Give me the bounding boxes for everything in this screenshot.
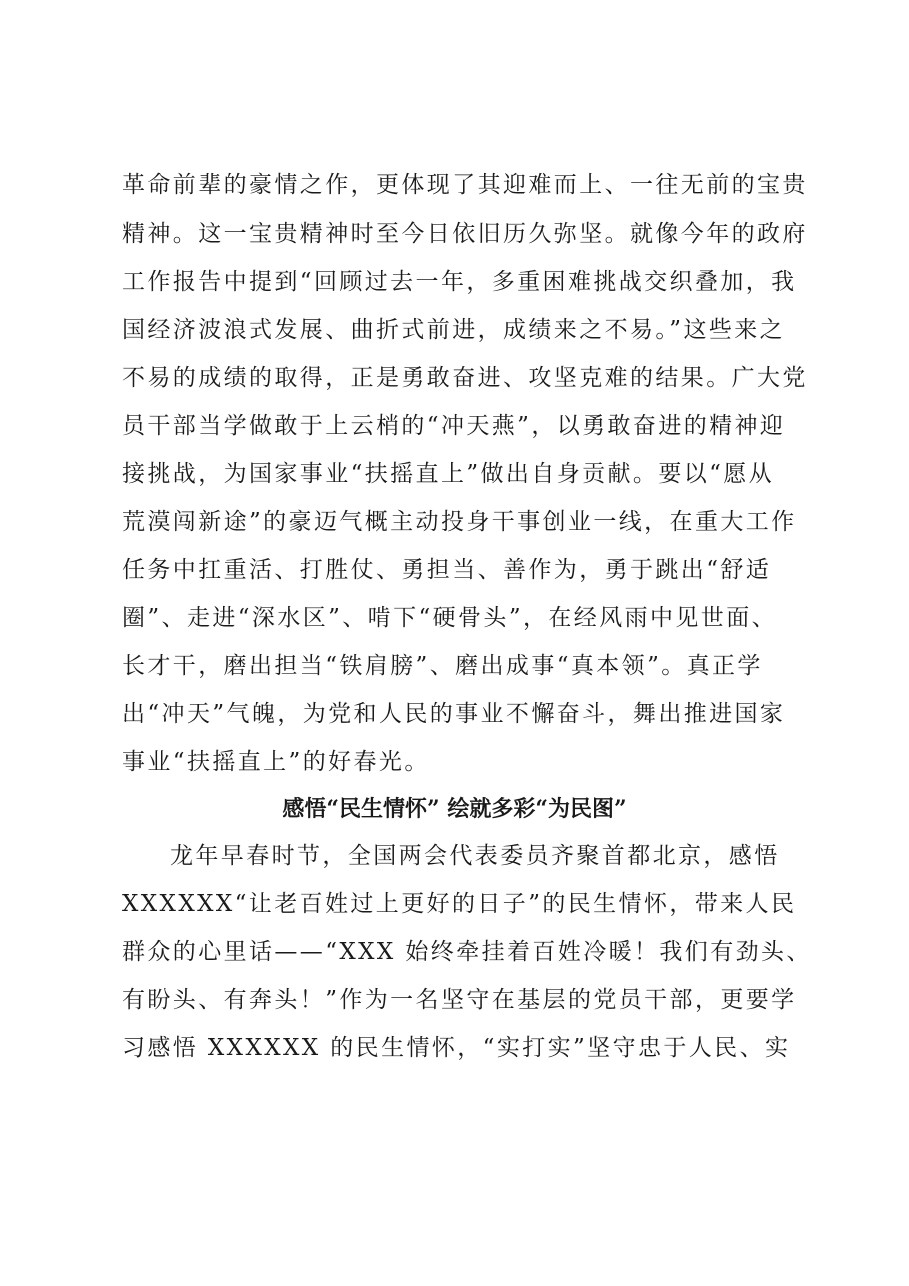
body-text-line: 龙年早春时节，全国两会代表委员齐聚首都北京，感悟 bbox=[170, 843, 780, 869]
body-text-line: 群众的心里话——“XXX 始终牵挂着百姓冷暖！我们有劲头、 bbox=[122, 939, 812, 965]
body-text-line: 习感悟 XXXXXX 的民生情怀，“实打实”坚守忠于人民、实 bbox=[122, 1035, 791, 1061]
body-text-line: 工作报告中提到“回顾过去一年，多重困难挑战交织叠加，我 bbox=[122, 269, 797, 295]
body-text-line: 不易的成绩的取得，正是勇敢奋进、攻坚克难的结果。广大党 bbox=[122, 365, 808, 391]
body-text-line: 荒漠闯新途”的豪迈气概主动投身干事创业一线，在重大工作 bbox=[122, 509, 797, 535]
body-text-line: 有盼头、有奔头！”作为一名坚守在基层的党员干部，更要学 bbox=[122, 987, 797, 1013]
body-text-line: 出“冲天”气魄，为党和人民的事业不懈奋斗，舞出推进国家 bbox=[122, 701, 786, 727]
body-text-line: XXXXXX“让老百姓过上更好的日子”的民生情怀，带来人民 bbox=[122, 891, 797, 917]
body-text-line: 员干部当学做敢于上云梢的“冲天燕”，以勇敢奋进的精神迎 bbox=[122, 413, 786, 439]
body-text-line: 长才干，磨出担当“铁肩膀”、磨出成事“真本领”。真正学 bbox=[122, 653, 763, 679]
body-text-line: 革命前辈的豪情之作，更体现了其迎难而上、一往无前的宝贵 bbox=[122, 172, 808, 198]
body-text-line: 国经济波浪式发展、曲折式前进，成绩来之不易。”这些来之 bbox=[122, 317, 786, 343]
body-text-line: 精神。这一宝贵精神时至今日依旧历久弥坚。就像今年的政府 bbox=[122, 221, 808, 247]
section-heading: 感悟“民生情怀” 绘就多彩“为民图” bbox=[282, 796, 627, 822]
body-text-line: 事业“扶摇直上”的好春光。 bbox=[122, 749, 430, 775]
body-text-line: 接挑战，为国家事业“扶摇直上”做出自身贡献。要以“愿从 bbox=[122, 461, 775, 487]
body-text-line: 任务中扛重活、打胜仗、勇担当、善作为，勇于跳出“舒适 bbox=[122, 557, 772, 583]
body-text-line: 圈”、走进“深水区”、啃下“硬骨头”，在经风雨中见世面、 bbox=[122, 605, 777, 631]
